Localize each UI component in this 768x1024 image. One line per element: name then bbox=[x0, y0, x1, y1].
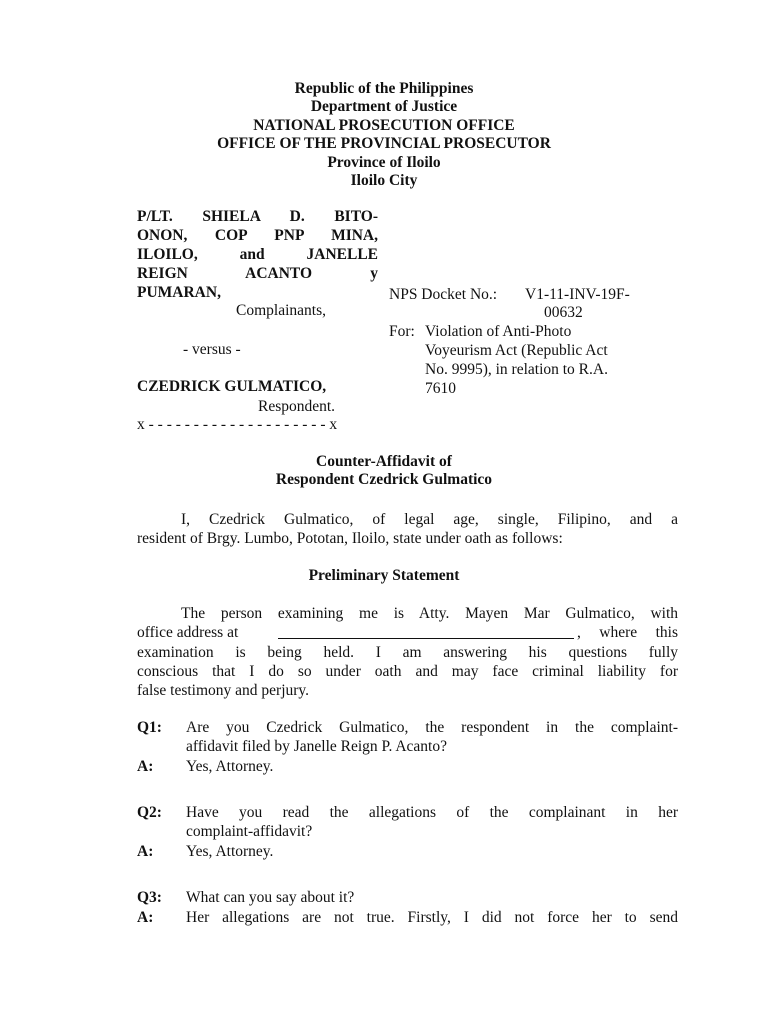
q3-label: Q3: bbox=[137, 889, 162, 906]
respondent-label: Respondent. bbox=[258, 398, 336, 415]
statement-line-2a: office address at bbox=[137, 624, 239, 641]
a1-label: A: bbox=[137, 758, 154, 775]
a2-line-1: Yes, Attorney. bbox=[186, 843, 274, 860]
header-provincial-office: OFFICE OF THE PROVINCIAL PROSECUTOR bbox=[217, 135, 551, 152]
title-line-1: Counter-Affidavit of bbox=[316, 453, 452, 470]
docket-label: NPS Docket No.: bbox=[389, 286, 498, 303]
statement-line-1: The person examining me is Atty. Mayen Mar Gulmatico, with bbox=[181, 605, 678, 622]
a1-line-1: Yes, Attorney. bbox=[186, 758, 274, 775]
section-heading: Preliminary Statement bbox=[308, 567, 460, 584]
intro-line-2: resident of Brgy. Lumbo, Pototan, Iloilo, state under oath as follows: bbox=[137, 530, 563, 547]
for-line-3: No. 9995), in relation to R.A. bbox=[425, 361, 608, 378]
statement-line-4: conscious that I do so under oath and may face criminal liability for bbox=[137, 663, 678, 680]
complainants-line-3: ILOILO, and JANELLE bbox=[137, 246, 378, 263]
caption-divider: x - - - - - - - - - - - - - - - - - - - - x bbox=[137, 416, 338, 433]
q1-label: Q1: bbox=[137, 719, 162, 736]
a3-line-1: Her allegations are not true. Firstly, I did not force her to send bbox=[186, 909, 678, 926]
header-national-office: NATIONAL PROSECUTION OFFICE bbox=[253, 117, 515, 134]
a3-label: A: bbox=[137, 909, 154, 926]
q3-line-1: What can you say about it? bbox=[186, 889, 355, 906]
a2-label: A: bbox=[137, 843, 154, 860]
for-label: For: bbox=[389, 323, 415, 340]
header-province: Province of Iloilo bbox=[327, 154, 441, 171]
title-line-2: Respondent Czedrick Gulmatico bbox=[275, 471, 493, 488]
header-department: Department of Justice bbox=[310, 98, 458, 115]
q2-line-1: Have you read the allegations of the complainant in her bbox=[186, 804, 678, 821]
address-blank-line bbox=[278, 626, 574, 639]
versus-label: - versus - bbox=[183, 341, 241, 358]
for-line-2: Voyeurism Act (Republic Act bbox=[425, 342, 608, 359]
complainants-line-5: PUMARAN, bbox=[137, 284, 221, 301]
complainants-label: Complainants, bbox=[236, 302, 326, 319]
docket-value-1: V1-11-INV-19F- bbox=[525, 286, 630, 303]
header-city: Iloilo City bbox=[350, 172, 418, 189]
statement-line-2b: , where this bbox=[577, 624, 678, 641]
intro-line-1: I, Czedrick Gulmatico, of legal age, single, Filipino, and a bbox=[181, 511, 678, 528]
respondent-name: CZEDRICK GULMATICO, bbox=[137, 378, 327, 395]
docket-value-2: 00632 bbox=[544, 304, 583, 321]
q1-line-2: affidavit filed by Janelle Reign P. Acanto? bbox=[186, 738, 447, 755]
q2-line-2: complaint-affidavit? bbox=[186, 823, 313, 840]
statement-line-5: false testimony and perjury. bbox=[137, 682, 310, 699]
q1-line-1: Are you Czedrick Gulmatico, the respondent in the complaint- bbox=[186, 719, 678, 736]
q2-label: Q2: bbox=[137, 804, 162, 821]
header-republic: Republic of the Philippines bbox=[294, 80, 474, 97]
complainants-line-4: REIGN ACANTO y bbox=[137, 265, 378, 282]
complainants-line-1: P/LT. SHIELA D. BITO- bbox=[137, 208, 378, 225]
for-line-4: 7610 bbox=[425, 380, 456, 397]
for-line-1: Violation of Anti-Photo bbox=[425, 323, 572, 340]
statement-line-3: examination is being held. I am answering his questions fully bbox=[137, 644, 678, 661]
complainants-line-2: ONON, COP PNP MINA, bbox=[137, 227, 378, 244]
